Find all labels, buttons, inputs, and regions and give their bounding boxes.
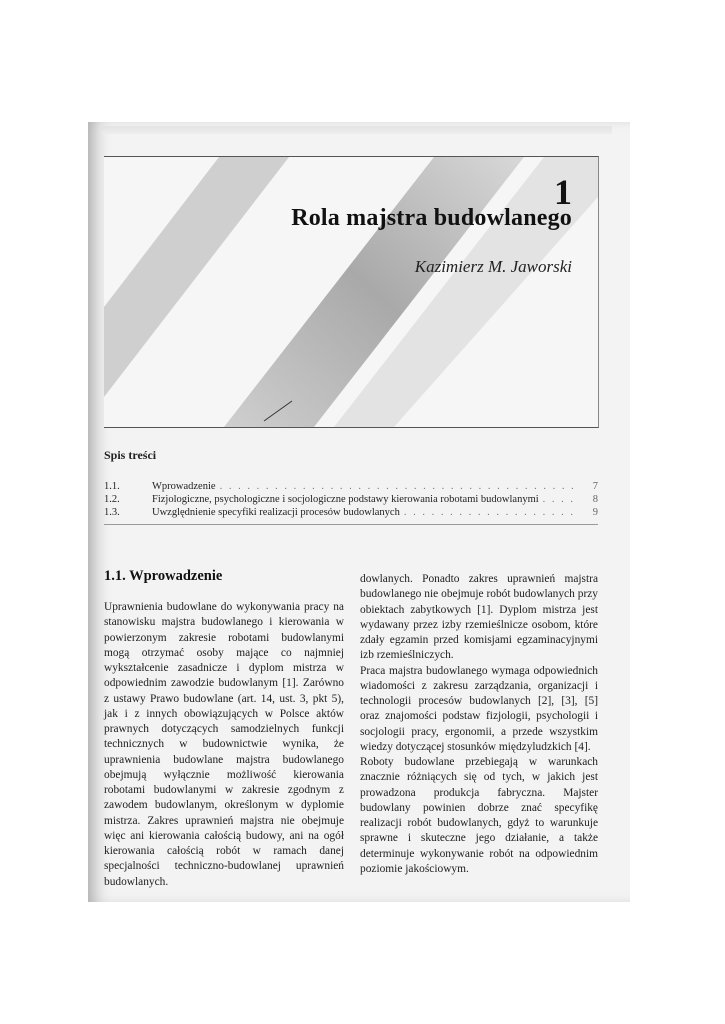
toc-entry-page: 9 xyxy=(592,507,598,518)
toc-entry xyxy=(104,506,598,519)
body-column-right xyxy=(360,572,598,877)
toc-entry xyxy=(104,480,598,493)
table-of-contents xyxy=(104,448,598,519)
toc-entry-title: Fizjologiczne, psychologiczne i socjologiczne podstawy kierowania robotami budowlanymi xyxy=(152,494,539,505)
toc-entry-page: 7 xyxy=(592,481,598,492)
toc-entry-title: Wprowadzenie xyxy=(152,481,216,492)
chapter-number: 1 xyxy=(554,172,572,212)
body-column-left xyxy=(104,600,344,890)
toc-entry-page: 8 xyxy=(592,494,598,505)
chapter-title: Rola majstra budowlanego xyxy=(291,205,572,231)
bleed-through-header xyxy=(102,126,612,134)
section-heading: 1.1. Wprowadzenie xyxy=(104,568,223,584)
body-paragraph: Roboty budowlane przebiegają w warunkach znacznie różniących się od tych, w jakich jest prowadzona produkcja fabryczna. Majster budowlany powinien dobrze znać specyfikę realizacji robót budowlanych, gdyż to warunkuje sprawne i skuteczne jego działanie, a także determinuje wykonywanie robót na odpowiednim poziomie jakościowym. xyxy=(360,756,598,875)
diagonal-stripe-graphic xyxy=(104,157,598,427)
toc-entry-number: 1.3. xyxy=(104,507,120,518)
toc-heading: Spis treści xyxy=(104,448,157,462)
toc-entry-title: Uwzględnienie specyfiki realizacji procesów budowlanych xyxy=(152,507,400,518)
chapter-header-box xyxy=(104,156,599,428)
body-paragraph: Uprawnienia budowlane do wykonywania pracy na stanowisku majstra budowlanego i kierowania w powierzonym zakresie robotami budowlanymi mogą otrzymać osoby mające co najmniej wykształcenie zasadnicze i dyplom mistrza w odpowiednim zawodzie budowlanym [1]. Zarówno z ustawy Prawo budowlane (art. 14, ust. 3, pkt 5), jak i z innych obowiązujących w Polsce aktów prawnych dotyczących samodzielnych funkcji technicznych w budownictwie wynika, że uprawnienia budowlane majstra budowlanego obejmują wyłącznie możliwość kierowania robotami budowlanymi w zakresie zgodnym z zawodem budowlanym, określonym w dyplomie mistrza. Zakres uprawnień majstra nie obejmuje więc ani kierowania całością budowy, ani na ogół kierowania całością robót w ramach danej specjalności techniczno-budowlanej uprawnień budowlanych. xyxy=(104,601,344,888)
toc-leader-dots xyxy=(543,493,580,506)
toc-entry xyxy=(104,493,598,506)
chapter-author: Kazimierz M. Jaworski xyxy=(414,257,572,276)
body-paragraph: Praca majstra budowlanego wymaga odpowiednich wiadomości z zakresu zarządzania, organizacji i technologii procesów budowlanych [2], [3], [5] oraz znajomości podstaw fizjologii, psychologii i socjologii pracy, ergonomii, a przede wszystkim wiedzy dotyczącej stosunków międzyludzkich [4]. xyxy=(360,664,598,753)
toc-leader-dots xyxy=(404,506,580,519)
toc-leader-dots xyxy=(220,480,580,493)
toc-entry-number: 1.1. xyxy=(104,481,120,492)
body-paragraph: dowlanych. Ponadto zakres uprawnień majstra budowlanego nie obejmuje robót budowlanych przy obiektach zabytkowych [1]. Dyplom mistrza jest wydawany przez izby rzemieślnicze osobom, które zdały egzamin przed komisjami egzaminacyjnymi izb rzemieślniczych. xyxy=(360,573,598,662)
toc-entry-number: 1.2. xyxy=(104,494,120,505)
toc-separator xyxy=(104,524,598,525)
